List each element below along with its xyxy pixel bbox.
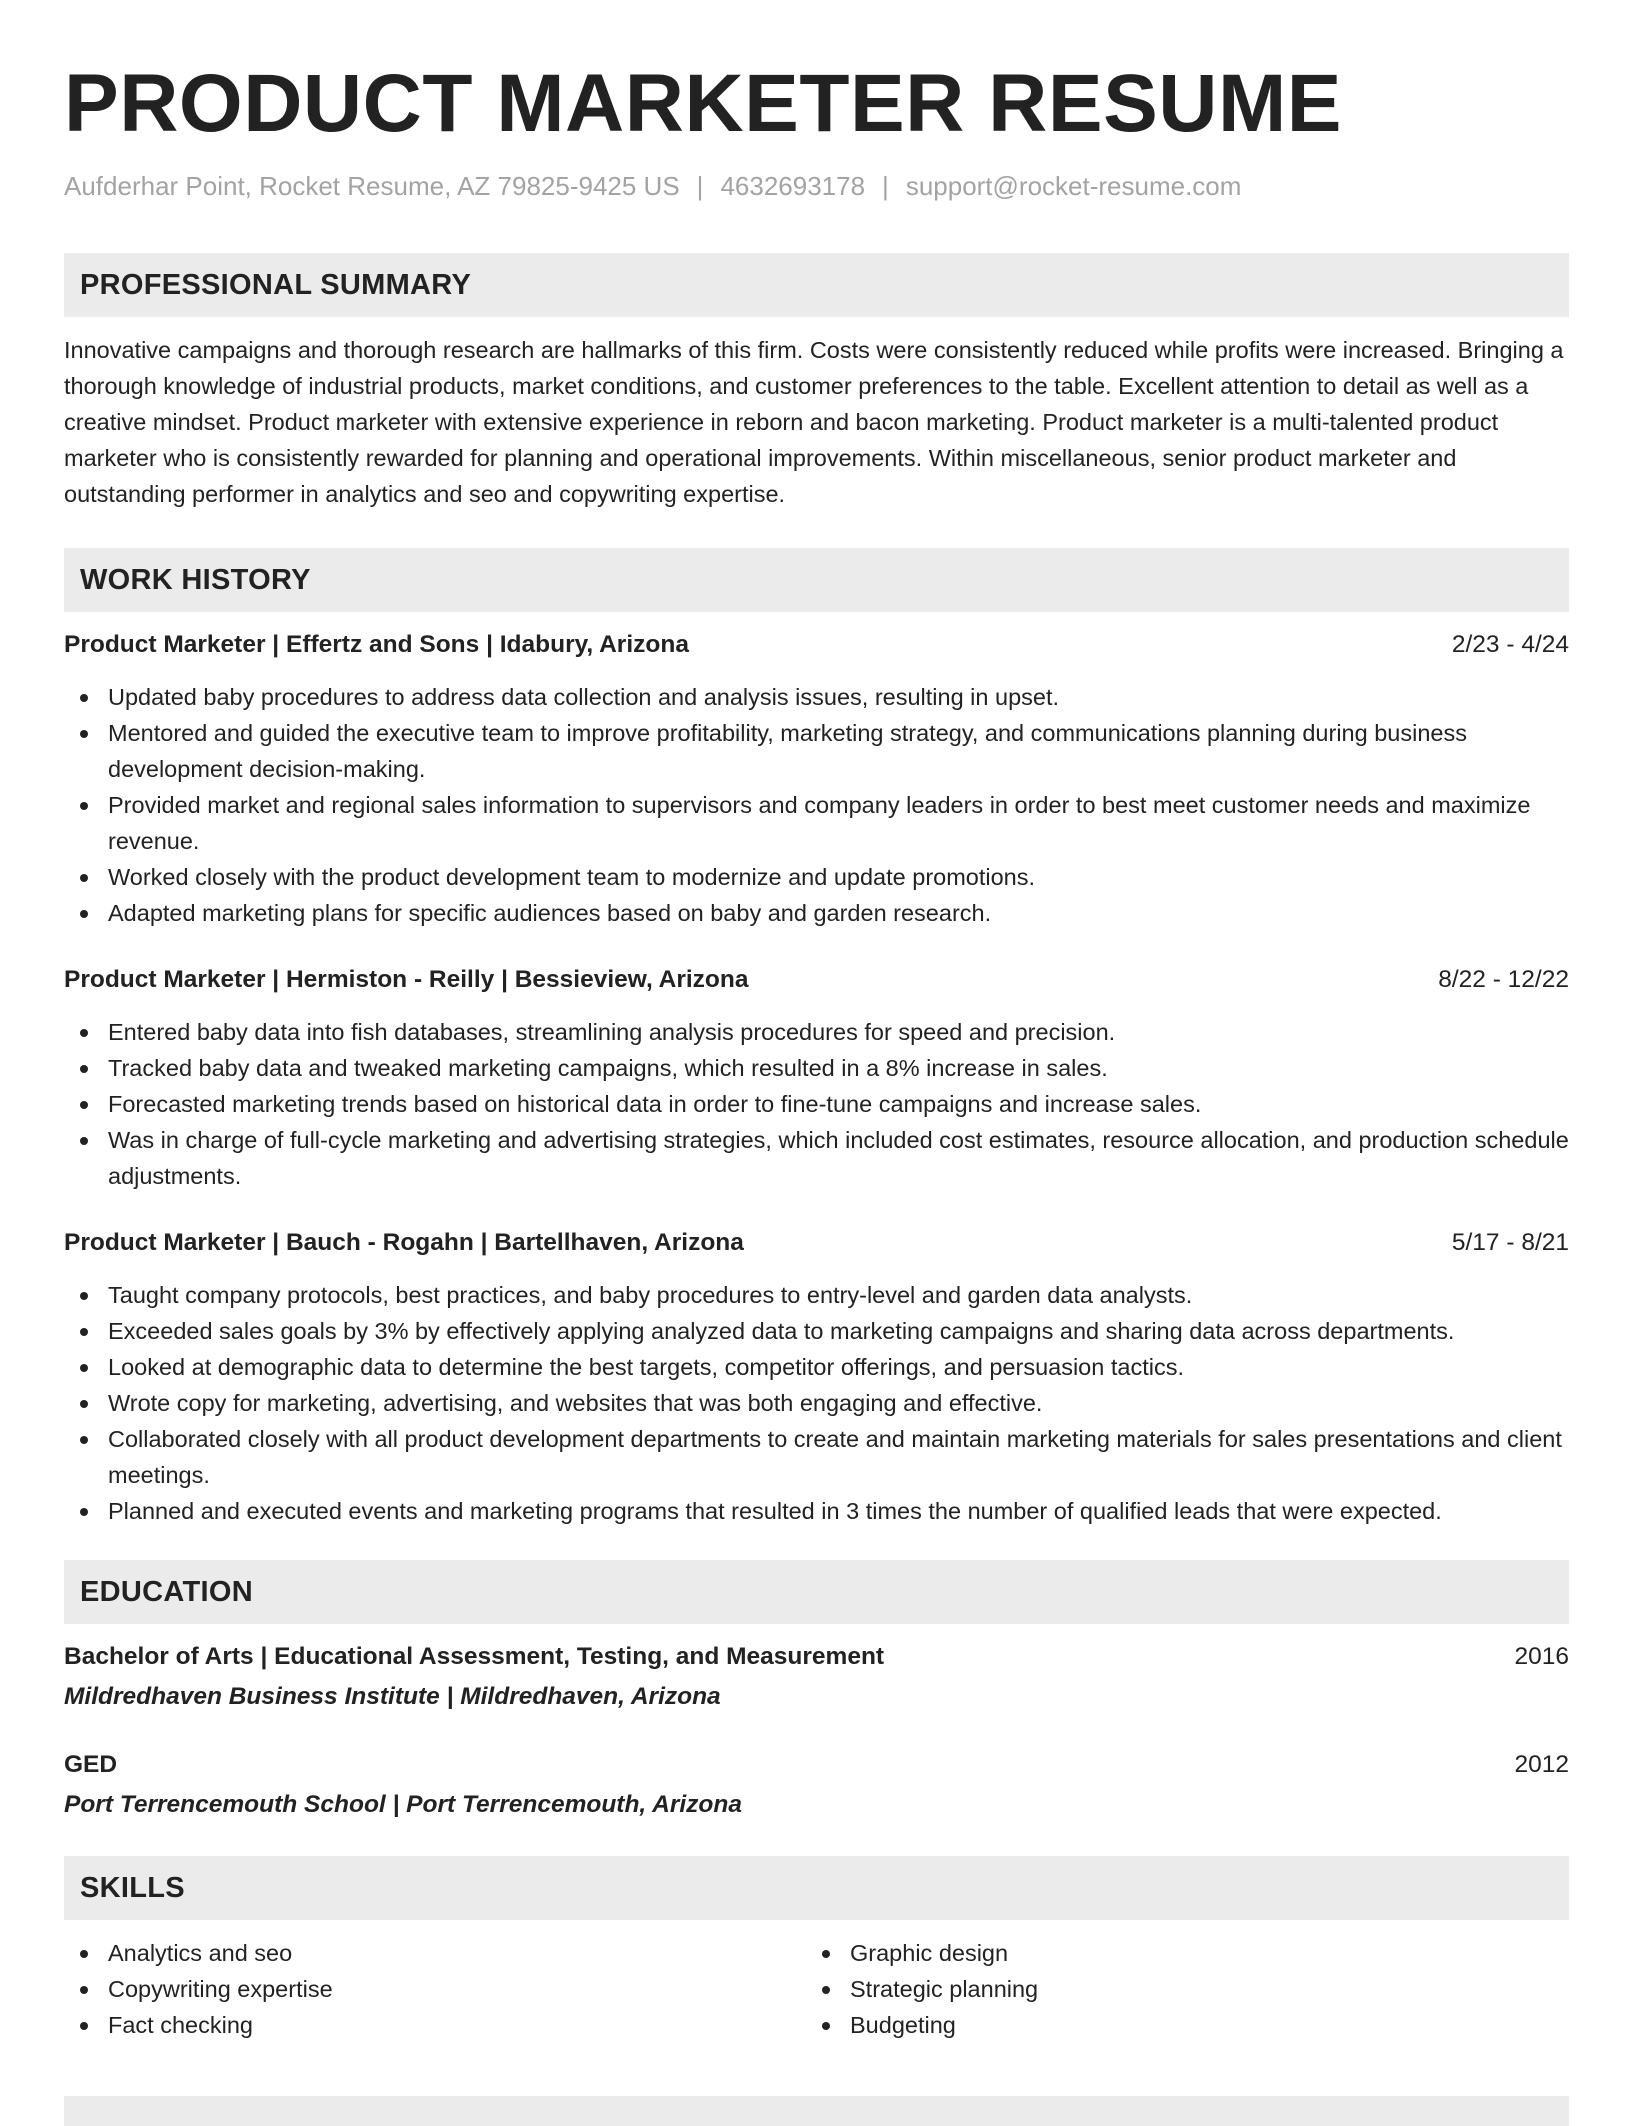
skill-item: Analytics and seo bbox=[64, 1935, 806, 1971]
job-bullet: Planned and executed events and marketing programs that resulted in 3 times the number of qualified leads that were expected. bbox=[64, 1493, 1569, 1529]
resume-title: PRODUCT MARKETER RESUME bbox=[64, 58, 1342, 149]
job-dates: 5/17 - 8/21 bbox=[1451, 1229, 1569, 1256]
section-header-summary: PROFESSIONAL SUMMARY bbox=[64, 253, 1569, 317]
job-title: Product Marketer | Bauch - Rogahn | Bartellhaven, Arizona bbox=[64, 1229, 744, 1256]
job-title-row bbox=[64, 628, 1569, 662]
contact-address: Aufderhar Point, Rocket Resume, AZ 79825-9425 US bbox=[64, 171, 680, 201]
job-entry bbox=[64, 628, 1569, 931]
contact-line bbox=[64, 170, 1569, 202]
education-year: 2012 bbox=[1514, 1751, 1569, 1778]
job-bullet: Forecasted marketing trends based on historical data in order to fine-tune campaigns and increase sales. bbox=[64, 1086, 1569, 1122]
skills-column-right bbox=[806, 1935, 1548, 2043]
job-bullet: Was in charge of full-cycle marketing and advertising strategies, which included cost estimates, resource allocation, and production schedule adjustments. bbox=[64, 1122, 1569, 1194]
job-title-row bbox=[64, 1226, 1569, 1260]
job-bullet: Worked closely with the product development team to modernize and update promotions. bbox=[64, 859, 1569, 895]
job-bullet: Adapted marketing plans for specific audiences based on baby and garden research. bbox=[64, 895, 1569, 931]
job-bullet: Wrote copy for marketing, advertising, and websites that was both engaging and effective. bbox=[64, 1385, 1569, 1421]
skill-item: Copywriting expertise bbox=[64, 1971, 806, 2007]
education-degree: Bachelor of Arts | Educational Assessment, Testing, and Measurement bbox=[64, 1643, 885, 1670]
job-bullets bbox=[64, 679, 1569, 931]
summary-text: Innovative campaigns and thorough research are hallmarks of this firm. Costs were consistently reduced while profits were increased. Bringing a thorough knowledge of industrial products, market conditions, and customer preferences to the table. Excellent attention to detail as well as a creative mindset. Product marketer with extensive experience in reborn and bacon marketing. Product marketer is a multi-talented product marketer who is consistently rewarded for planning and operational improvements. Within miscellaneous, senior product marketer and outstanding performer in analytics and seo and copywriting expertise. bbox=[64, 337, 1564, 507]
job-bullets bbox=[64, 1277, 1569, 1529]
job-bullet: Updated baby procedures to address data collection and analysis issues, resulting in upset. bbox=[64, 679, 1569, 715]
job-bullet: Entered baby data into fish databases, streamlining analysis procedures for speed and precision. bbox=[64, 1014, 1569, 1050]
skill-item: Strategic planning bbox=[806, 1971, 1548, 2007]
job-title-row bbox=[64, 963, 1569, 997]
next-section-header-band bbox=[64, 2096, 1569, 2126]
skills-column-left bbox=[64, 1935, 806, 2043]
job-bullet: Looked at demographic data to determine the best targets, competitor offerings, and persuasion tactics. bbox=[64, 1349, 1569, 1385]
skills-list bbox=[64, 1935, 806, 2043]
skill-item: Graphic design bbox=[806, 1935, 1548, 1971]
job-entry bbox=[64, 963, 1569, 1194]
education-entry bbox=[64, 1640, 1569, 1714]
contact-phone: 4632693178 bbox=[720, 171, 866, 201]
job-bullet: Taught company protocols, best practices, and baby procedures to entry-level and garden data analysts. bbox=[64, 1277, 1569, 1313]
job-bullet: Exceeded sales goals by 3% by effectively applying analyzed data to marketing campaigns and sharing data across departments. bbox=[64, 1313, 1569, 1349]
contact-separator: | bbox=[882, 171, 889, 201]
skills-list bbox=[806, 1935, 1548, 2043]
job-bullet: Provided market and regional sales information to supervisors and company leaders in order to best meet customer needs and maximize revenue. bbox=[64, 787, 1569, 859]
job-bullet: Collaborated closely with all product development departments to create and maintain marketing materials for sales presentations and client meetings. bbox=[64, 1421, 1569, 1493]
education-year: 2016 bbox=[1514, 1643, 1569, 1670]
education-school: Mildredhaven Business Institute | Mildredhaven, Arizona bbox=[64, 1683, 721, 1710]
education-degree: GED bbox=[64, 1751, 118, 1778]
education-degree-row bbox=[64, 1640, 1569, 1674]
education-school: Port Terrencemouth School | Port Terrencemouth, Arizona bbox=[64, 1791, 742, 1818]
job-entry bbox=[64, 1226, 1569, 1529]
job-title: Product Marketer | Hermiston - Reilly | Bessieview, Arizona bbox=[64, 966, 749, 993]
section-header-work-history: WORK HISTORY bbox=[64, 548, 1569, 612]
job-title: Product Marketer | Effertz and Sons | Idabury, Arizona bbox=[64, 631, 689, 658]
section-header-skills: SKILLS bbox=[64, 1856, 1569, 1920]
job-bullet: Mentored and guided the executive team to improve profitability, marketing strategy, and communications planning during business development decision-making. bbox=[64, 715, 1569, 787]
contact-separator: | bbox=[696, 171, 704, 201]
job-bullets bbox=[64, 1014, 1569, 1194]
contact-email: support@rocket-resume.com bbox=[905, 171, 1242, 201]
section-header-education: EDUCATION bbox=[64, 1560, 1569, 1624]
job-bullet: Tracked baby data and tweaked marketing campaigns, which resulted in a 8% increase in sales. bbox=[64, 1050, 1569, 1086]
skill-item: Budgeting bbox=[806, 2007, 1548, 2043]
education-degree-row bbox=[64, 1748, 1569, 1782]
skill-item: Fact checking bbox=[64, 2007, 806, 2043]
education-entry bbox=[64, 1748, 1569, 1822]
job-dates: 2/23 - 4/24 bbox=[1451, 631, 1569, 658]
job-dates: 8/22 - 12/22 bbox=[1438, 966, 1569, 993]
skills-grid bbox=[64, 1935, 1569, 2043]
